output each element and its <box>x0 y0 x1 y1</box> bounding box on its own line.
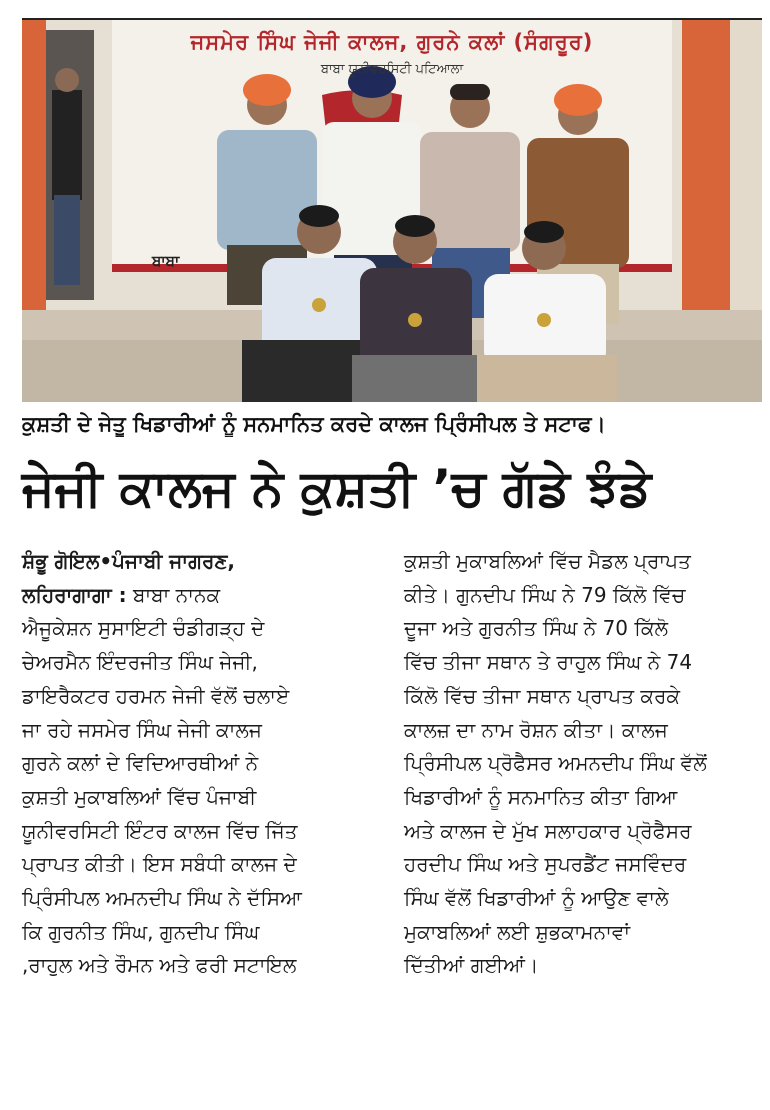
article-line: ਗੁਰਨੇ ਕਲਾਂ ਦੇ ਵਿਦਿਆਰਥੀਆਂ ਨੇ <box>22 751 259 776</box>
article-line: ਕੁਸ਼ਤੀ ਮੁਕਾਬਲਿਆਂ ਵਿੱਚ ਪੰਜਾਬੀ <box>22 784 257 809</box>
article-line: ਦਿੱਤੀਆਂ ਗਈਆਂ। <box>404 953 539 978</box>
article-line: ਡਾਇਰੈਕਟਰ ਹਰਮਨ ਜੇਜੀ ਵੱਲੋਂ ਚਲਾਏ <box>22 683 290 708</box>
article-line: ਵਿੱਚ ਤੀਜਾ ਸਥਾਨ ਤੇ ਰਾਹੁਲ ਸਿੰਘ ਨੇ 74 <box>404 650 693 675</box>
article-line: ਕਿੱਲੋ ਵਿੱਚ ਤੀਜਾ ਸਥਾਨ ਪ੍ਰਾਪਤ ਕਰਕੇ <box>404 683 681 708</box>
article-line: ਜਾ ਰਹੇ ਜਸਮੇਰ ਸਿੰਘ ਜੇਜੀ ਕਾਲਜ <box>22 717 262 742</box>
article-line: ਖਿਡਾਰੀਆਂ ਨੂੰ ਸਨਮਾਨਿਤ ਕੀਤਾ ਗਿਆ <box>404 784 678 809</box>
article-column-right <box>404 545 756 983</box>
news-photo <box>22 20 762 402</box>
article-line: ਸਿੰਘ ਵੱਲੋਂ ਖਿਡਾਰੀਆਂ ਨੂੰ ਆਉਣ ਵਾਲੇ <box>404 886 669 911</box>
banner-subtitle: ਬਾਬਾ ਯੂਨੀਵਰਸਿਟੀ ਪਟਿਆਲਾ <box>320 62 464 77</box>
photo-caption: ਕੁਸ਼ਤੀ ਦੇ ਜੇਤੂ ਖਿਡਾਰੀਆਂ ਨੂੰ ਸਨਮਾਨਿਤ ਕਰਦੇ ਕਾਲਜ ਪ੍ਰਿੰਸੀਪਲ ਤੇ ਸਟਾਫ। <box>22 412 606 436</box>
article-line: ਪ੍ਰਿੰਸੀਪਲ ਪ੍ਰੋਫੈਸਰ ਅਮਨਦੀਪ ਸਿੰਘ ਵੱਲੋਂ <box>404 751 707 776</box>
article-line: ,ਰਾਹੁਲ ਅਤੇ ਰੌਮਨ ਅਤੇ ਫਰੀ ਸਟਾਇਲ <box>22 953 297 978</box>
article-line: ਪ੍ਰਿੰਸੀਪਲ ਅਮਨਦੀਪ ਸਿੰਘ ਨੇ ਦੱਸਿਆ <box>22 886 302 911</box>
article-line: ਅਤੇ ਕਾਲਜ ਦੇ ਮੁੱਖ ਸਲਾਹਕਾਰ ਪ੍ਰੋਫੈਸਰ <box>404 818 692 843</box>
article-line: ਦੂਜਾ ਅਤੇ ਗੁਰਨੀਤ ਸਿੰਘ ਨੇ 70 ਕਿੱਲੋ <box>404 616 668 641</box>
dateline: ਲਹਿਰਾਗਾਗਾ : <box>22 582 127 607</box>
article-line: ਕੁਸ਼ਤੀ ਮੁਕਾਬਲਿਆਂ ਵਿੱਚ ਮੈਡਲ ਪ੍ਰਾਪਤ <box>404 549 691 573</box>
headline: ਜੇਜੀ ਕਾਲਜ ਨੇ ਕੁਸ਼ਤੀ ’ਚ ਗੱਡੇ ਝੰਡੇ <box>22 459 652 517</box>
article-column-left <box>22 545 374 983</box>
article-line: ਹਰਦੀਪ ਸਿੰਘ ਅਤੇ ਸੁਪਰਡੈਂਟ ਜਸਵਿੰਦਰ <box>404 852 687 877</box>
article-line: ਪ੍ਰਾਪਤ ਕੀਤੀ। ਇਸ ਸਬੰਧੀ ਕਾਲਜ ਦੇ <box>22 852 297 877</box>
article-line: ਕੀਤੇ। ਗੁਨਦੀਪ ਸਿੰਘ ਨੇ 79 ਕਿੱਲੋ ਵਿੱਚ <box>404 582 686 607</box>
article-line: ਕਿ ਗੁਰਨੀਤ ਸਿੰਘ, ਗੁਨਦੀਪ ਸਿੰਘ <box>22 919 260 944</box>
article-line-text: ਬਾਬਾ ਨਾਨਕ <box>132 582 221 607</box>
article-line: ਐਜੂਕੇਸ਼ਨ ਸੁਸਾਇਟੀ ਚੰਡੀਗੜ੍ਹ ਦੇ <box>22 616 265 641</box>
photo-illustration <box>22 20 762 402</box>
banner-title: ਜਸਮੇਰ ਸਿੰਘ ਜੇਜੀ ਕਾਲਜ, ਗੁਰਨੇ ਕਲਾਂ (ਸੰਗਰੂਰ) <box>190 30 594 54</box>
article-line: ਕਾਲਜ਼ ਦਾ ਨਾਮ ਰੋਸ਼ਨ ਕੀਤਾ। ਕਾਲਜ <box>404 717 668 742</box>
byline: ਸ਼ੰਭੂ ਗੋਇਲ•ਪੰਜਾਬੀ ਜਾਗਰਣ, <box>22 549 236 573</box>
article-line: ਯੂਨੀਵਰਸਿਟੀ ਇੰਟਰ ਕਾਲਜ ਵਿੱਚ ਜਿੱਤ <box>22 818 298 843</box>
article-line: ਚੇਅਰਮੈਨ ਇੰਦਰਜੀਤ ਸਿੰਘ ਜੇਜੀ, <box>22 650 258 675</box>
banner-left-text: ਬਾਬਾ <box>152 252 180 270</box>
article-line <box>22 579 374 613</box>
article-line: ਮੁਕਾਬਲਿਆਂ ਲਈ ਸ਼ੁਭਕਾਮਨਾਵਾਂ <box>404 919 631 944</box>
